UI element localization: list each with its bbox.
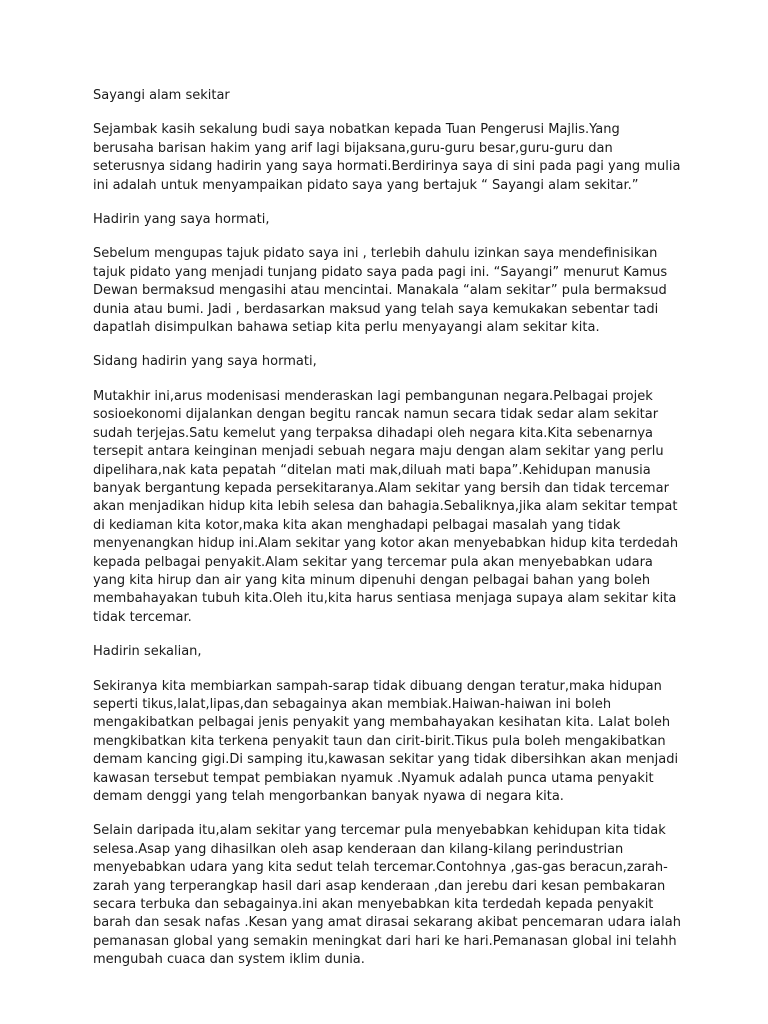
document-body [93, 87, 683, 986]
paragraph-definition: Sebelum mengupas tajuk pidato saya ini , terlebih dahulu izinkan saya mendefinisikan tajuk pidato yang menjadi tunjang pidato saya pada pagi ini. “Sayangi” menurut Kamus Dewan bermaksud mengasihi atau mencintai. Manakala “alam sekitar” pula bermaksud dunia atau bumi. Jadi , berdasarkan maksud yang telah saya kemukakan sebentar tadi dapatlah disimpulkan bahawa setiap kita perlu menyayangi alam sekitar kita. [93, 246, 668, 336]
paragraph-salutation-3: Hadirin sekalian, [93, 644, 202, 660]
paragraph-disease: Sekiranya kita membiarkan sampah-sarap tidak dibuang dengan teratur,maka hidupan seperti tikus,lalat,lipas,dan sebagainya akan membiak.Haiwan-haiwan ini boleh mengakibatkan pelbagai jenis penyakit yang membahayakan kesihatan kita. Lalat boleh mengkibatkan kita terkena penyakit taun dan cirit-birit.Tikus pula boleh mengakibatkan demam kancing gigi.Di samping itu,kawasan sekitar yang tidak dibersihkan akan menjadi kawasan tersebut tempat pembiakan nyamuk .Nyamuk adalah punca utama penyakit demam denggi yang telah mengorbankan banyak nyawa di negara kita. [93, 678, 679, 804]
paragraph-intro: Sejambak kasih sekalung budi saya nobatkan kepada Tuan Pengerusi Majlis.Yang berusaha barisan hakim yang arif lagi bijaksana,guru-guru besar,guru-guru dan seterusnya sidang hadirin yang saya hormati.Berdirinya saya di sini pada pagi yang mulia ini adalah untuk menyampaikan pidato saya yang bertajuk “ Sayangi alam sekitar.” [93, 122, 681, 193]
paragraph-pollution: Selain daripada itu,alam sekitar yang tercemar pula menyebabkan kehidupan kita tidak selesa.Asap yang dihasilkan oleh asap kenderaan dan kilang-kilang perindustrian menyebabkan udara yang kita sedut telah tercemar.Contohnya ,gas-gas beracun,zarah-zarah yang terperangkap hasil dari asap kenderaan ,dan jerebu dari kesan pembakaran secara terbuka dan sebagainya.ini akan menyebabkan kita terdedah kepada penyakit barah dan sesak nafas .Kesan yang amat dirasai sekarang akibat pencemaran udara ialah pemanasan global yang semakin meningkat dari hari ke hari.Pemanasan global ini telahh mengubah cuaca dan system iklim dunia. [93, 823, 681, 968]
paragraph-salutation-1: Hadirin yang saya hormati, [93, 212, 270, 228]
document-title: Sayangi alam sekitar [93, 88, 230, 103]
paragraph-salutation-2: Sidang hadirin yang saya hormati, [93, 354, 317, 370]
paragraph-modernisation: Mutakhir ini,arus modenisasi menderaskan lagi pembangunan negara.Pelbagai projek sosioekonomi dijalankan dengan begitu rancak namun secara tidak sedar alam sekitar sudah terjejas.Satu kemelut yang terpaksa dihadapi oleh negara kita.Kita sebenarnya tersepit antara keinginan menjadi sebuah negara maju dengan alam sekitar yang perlu dipelihara,nak kata pepatah “ditelan mati mak,diluah mati bapa”.Kehidupan manusia banyak bergantung kepada persekitaranya.Alam sekitar yang bersih dan tidak tercemar akan menjadikan hidup kita lebih selesa dan bahagia.Sebaliknya,jika alam sekitar tempat di kediaman kita kotor,maka kita akan menghadapi pelbagai masalah yang tidak menyenangkan hidup ini.Alam sekitar yang kotor akan menyebabkan hidup kita terdedah kepada pelbagai penyakit.Alam sekitar yang tercemar pula akan menyebabkan udara yang kita hirup dan air yang kita minum dipenuhi dengan pelbagai bahan yang boleh membahayakan tubuh kita.Oleh itu,kita harus sentiasa menjaga supaya alam sekitar kita tidak tercemar. [93, 388, 679, 625]
